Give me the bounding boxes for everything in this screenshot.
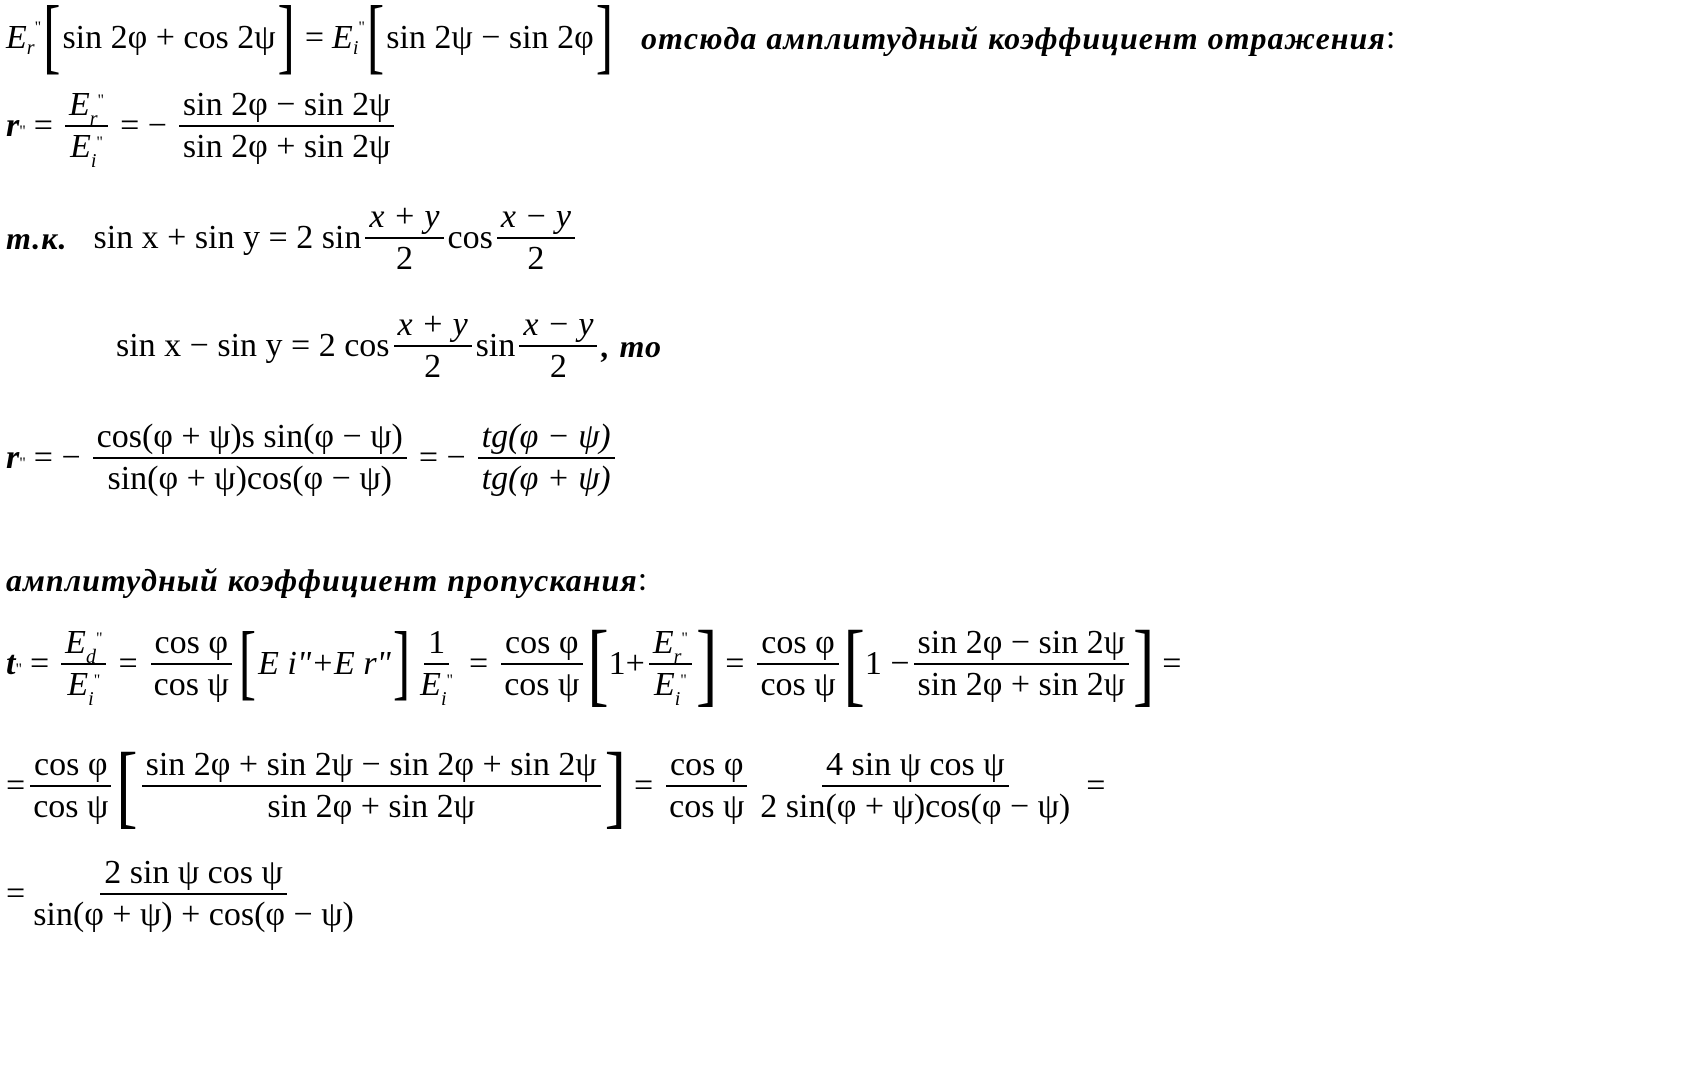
denominator: 2 [549, 348, 567, 385]
equals-minus: = − [120, 107, 167, 144]
numerator: x + y [365, 200, 443, 239]
description-text: отсюда амплитудный коэффициент отражения [641, 20, 1386, 56]
equals-sign: = [29, 645, 50, 682]
expression: sin x − sin y = 2 cos [116, 327, 390, 364]
equals-sign: = [1162, 645, 1182, 682]
fraction [93, 420, 407, 496]
denominator: 2 sin(φ + ψ)cos(φ − ψ) [760, 788, 1071, 825]
left-bracket: [ [238, 617, 257, 709]
superscript: " [358, 19, 365, 36]
fraction [649, 624, 692, 710]
numerator: x − y [497, 200, 575, 239]
equation-line-4 [116, 308, 662, 384]
bracket-content: sin 2ψ − sin 2φ [386, 19, 594, 56]
equation-line-5 [6, 420, 619, 496]
equation-line-1 [6, 0, 1396, 83]
fraction [394, 308, 472, 384]
numerator: sin 2φ − sin 2ψ [914, 626, 1129, 665]
one-minus: 1 − [864, 645, 910, 682]
equation-line-8 [6, 734, 1113, 838]
colon: : [1385, 19, 1396, 56]
fraction [29, 856, 358, 932]
numerator: sin 2φ + sin 2ψ − sin 2φ + sin 2ψ [142, 748, 601, 787]
denominator: $E_i^"$ [653, 666, 687, 710]
denominator: 2 [395, 240, 413, 277]
expression: sin [475, 327, 516, 364]
left-bracket: [ [366, 0, 385, 83]
equals-sign: = [469, 645, 489, 682]
numerator: cos φ [501, 626, 582, 665]
fraction [478, 420, 615, 496]
tk-label: т.к. [6, 220, 68, 256]
denominator: 2 [527, 240, 545, 277]
numerator: x − y [519, 308, 597, 347]
right-bracket: ] [604, 734, 626, 838]
expression: sin x + sin y = 2 sin [93, 219, 362, 256]
subscript: i [352, 37, 359, 59]
fraction [365, 200, 443, 276]
denominator: cos ψ [33, 788, 109, 825]
fraction [29, 748, 112, 824]
denominator: tg(φ + ψ) [481, 460, 611, 497]
numerator: cos φ [666, 748, 747, 787]
numerator: $E_r^"$ [65, 88, 108, 127]
equals-sign: = [633, 767, 654, 804]
bracket-content: sin 2φ + cos 2ψ [62, 19, 276, 56]
equals-sign: = [33, 107, 53, 144]
t-symbol: t [6, 645, 16, 682]
denominator: $E_i^"$ [420, 666, 454, 710]
fraction [519, 308, 597, 384]
numerator: 2 sin ψ cos ψ [100, 856, 287, 895]
denominator: sin 2φ + sin 2ψ [182, 128, 391, 165]
numerator: cos φ [30, 748, 111, 787]
denominator: cos ψ [153, 666, 229, 703]
equals-sign: = [118, 645, 138, 682]
fraction [756, 748, 1074, 824]
denominator: $E_i^"$ [67, 666, 101, 710]
subscript: r [26, 37, 35, 59]
equals-minus: = − [33, 439, 81, 476]
numerator: 1 [424, 626, 449, 665]
equals-sign: = [725, 645, 745, 682]
equals-sign: = [6, 767, 26, 804]
description-text: амплитудный коэффициент пропускания [6, 562, 638, 598]
denominator: cos ψ [669, 788, 745, 825]
r-symbol: r [6, 107, 20, 144]
E-symbol: E [6, 19, 27, 56]
r-symbol: r [6, 439, 20, 476]
fraction [416, 624, 457, 710]
equation-line-9 [6, 856, 362, 932]
fraction [142, 748, 601, 824]
fraction [61, 624, 106, 710]
right-bracket: ] [392, 617, 411, 709]
equals-sign: = [6, 875, 26, 912]
expression: cos [447, 219, 493, 256]
fraction [65, 86, 108, 172]
right-bracket: ] [595, 0, 614, 83]
denominator: sin(φ + ψ)cos(φ − ψ) [107, 460, 392, 497]
fraction [665, 748, 748, 824]
fraction [500, 626, 583, 702]
equation-line-7 [6, 612, 1189, 716]
denominator: 2 [424, 348, 442, 385]
left-bracket: [ [587, 612, 609, 716]
superscript: " [34, 19, 42, 36]
fraction [497, 200, 575, 276]
numerator: 4 sin ψ cos ψ [822, 748, 1009, 787]
numerator: cos φ [757, 626, 838, 665]
colon: : [637, 561, 648, 598]
right-bracket: ] [695, 612, 718, 716]
numerator: cos(φ + ψ)s sin(φ − ψ) [93, 420, 407, 459]
denominator: cos ψ [760, 666, 836, 703]
numerator: tg(φ − ψ) [478, 420, 615, 459]
denominator: sin 2φ + sin 2ψ [267, 788, 475, 825]
fraction [756, 626, 839, 702]
denominator: cos ψ [504, 666, 580, 703]
fraction [914, 626, 1129, 702]
equation-line-2 [6, 86, 398, 172]
numerator: x + y [394, 308, 472, 347]
equals-minus: = − [418, 439, 466, 476]
fraction [150, 626, 233, 702]
left-bracket: [ [43, 0, 61, 83]
subscript: " [19, 123, 26, 140]
numerator: cos φ [151, 626, 232, 665]
subscript: " [19, 455, 26, 472]
right-bracket: ] [277, 0, 295, 83]
denominator: sin 2φ + sin 2ψ [917, 666, 1125, 703]
numerator: sin 2φ − sin 2ψ [179, 88, 394, 127]
equals-sign: = [1086, 767, 1106, 804]
fraction [179, 88, 394, 164]
bracket-content: E i"+E r" [258, 645, 391, 682]
equals-sign: = [304, 19, 325, 56]
left-bracket: [ [843, 612, 865, 716]
numerator: $E_r^"$ [649, 626, 692, 665]
equation-line-6 [6, 563, 647, 597]
subscript: " [15, 661, 22, 678]
right-bracket: ] [1132, 612, 1155, 716]
left-bracket: [ [116, 734, 138, 838]
E-symbol: E [332, 19, 353, 56]
then-text: , то [601, 328, 662, 364]
denominator: $E_i^"$ [70, 128, 103, 172]
denominator: sin(φ + ψ) + cos(φ − ψ) [33, 896, 354, 933]
numerator: $E_d^"$ [61, 626, 106, 665]
one-plus: 1+ [608, 645, 645, 682]
equation-line-3 [6, 200, 579, 276]
